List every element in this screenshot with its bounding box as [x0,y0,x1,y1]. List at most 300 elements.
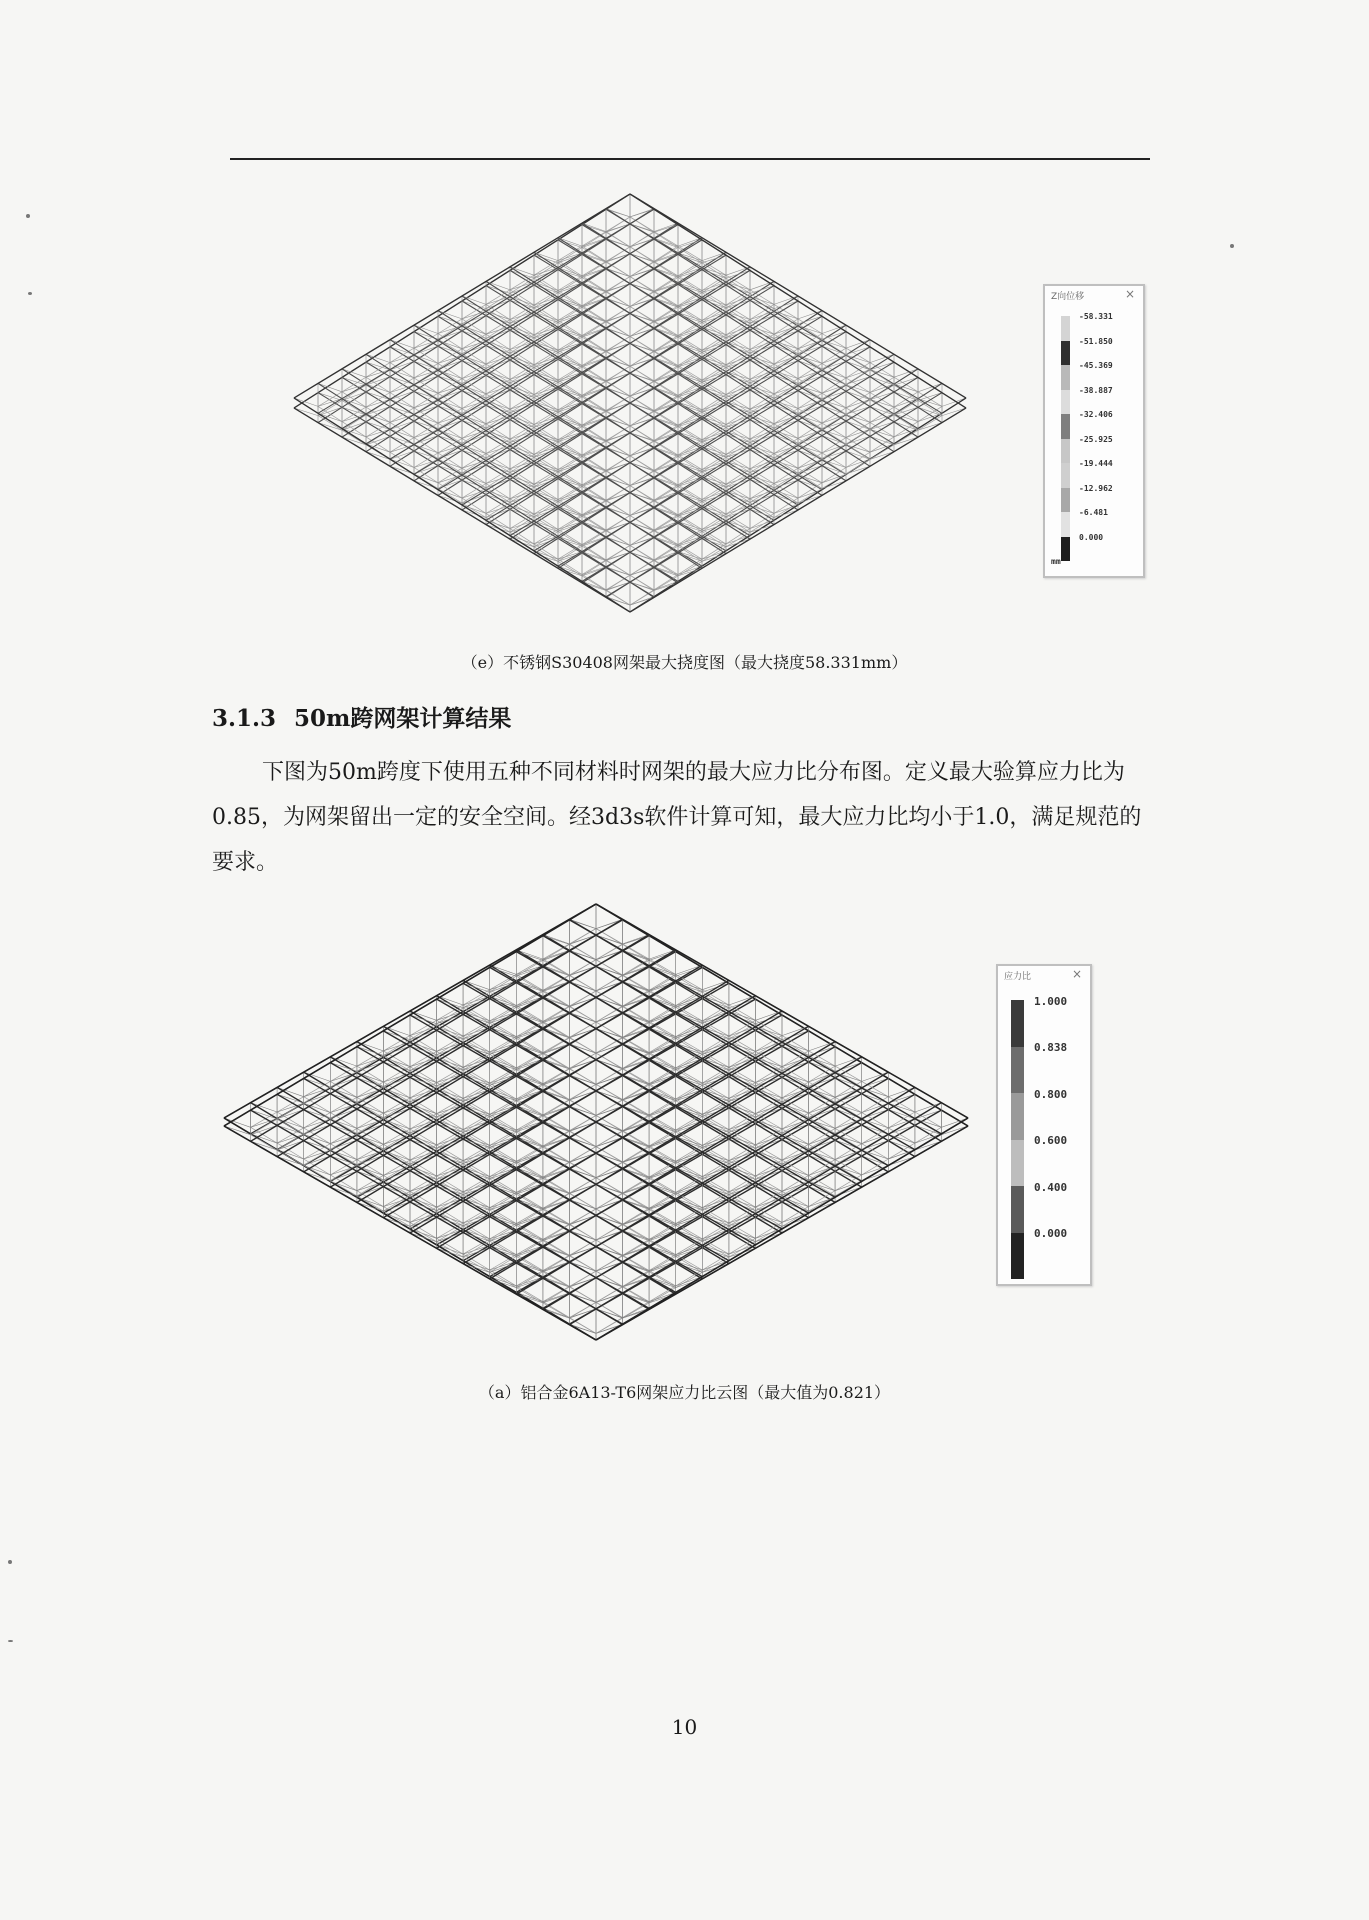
section-heading [212,700,511,733]
web-member [390,407,414,415]
upper-chord-member [390,415,414,430]
lower-chord-member [846,363,870,378]
lower-chord-member [726,517,750,532]
lower-chord-member [486,428,510,443]
lower-chord-member [606,500,630,515]
lower-chord-member [342,400,366,415]
upper-chord-member [870,392,894,407]
web-member [750,375,774,383]
lower-chord-member [390,363,414,378]
upper-chord-member [750,506,774,521]
upper-chord-member [654,568,678,583]
web-member [846,347,870,355]
lower-chord-member [846,422,870,437]
lower-chord-member [606,590,630,605]
lower-chord-member [606,426,630,441]
lower-chord-member [774,503,798,517]
upper-chord-member [654,299,678,314]
lower-chord-member [846,438,870,453]
lower-chord-member [390,422,414,437]
lower-chord-member [606,396,630,411]
lower-chord-member [846,393,870,408]
web-member [750,286,774,294]
lower-chord-member [582,291,606,306]
upper-chord-member [630,224,654,239]
lower-chord-member [726,353,750,368]
upper-chord-member [486,311,510,326]
lower-chord-member [630,336,654,351]
legend-color-segment [1061,439,1070,464]
lower-chord-member [726,532,750,547]
lower-chord-member [702,412,726,427]
upper-chord-member [582,388,606,403]
lower-chord-member [726,383,750,398]
upper-chord-member [486,297,510,312]
lower-chord-member [390,393,414,408]
upper-chord-member [582,344,606,359]
upper-chord-member [654,314,678,329]
lower-chord-member [654,411,678,426]
upper-chord-member [582,404,606,419]
lower-chord-member [606,530,630,545]
lower-chord-member [846,452,870,467]
web-member [942,408,966,416]
upper-chord-member [702,524,726,539]
web-member [870,422,894,430]
lower-chord-member [582,246,606,261]
lower-chord-member [630,217,654,232]
lower-chord-member [870,445,894,460]
lower-chord-member [654,441,678,456]
upper-chord-member [606,477,630,492]
lower-chord-member [774,339,798,354]
upper-chord-member [534,447,558,462]
upper-chord-member [366,362,390,377]
upper-chord-member [846,347,870,362]
lower-chord-member [774,458,798,473]
upper-chord-member [606,238,630,253]
upper-chord-member [510,267,534,282]
upper-chord-member [366,407,390,422]
upper-chord-member [486,490,510,505]
lower-chord-member [774,414,798,429]
legend-label: -12.962 [1079,483,1113,493]
upper-chord-member [894,414,918,429]
upper-chord-member [510,327,534,342]
upper-chord-member [582,314,606,329]
lower-chord-member [486,458,510,473]
lower-chord-member [918,416,942,431]
lower-chord-member [726,487,750,502]
upper-chord-member [894,369,918,384]
upper-chord-member [582,447,606,462]
lower-chord-member [774,428,798,443]
upper-chord-member [390,399,414,414]
lower-chord-member [486,398,510,413]
web-member [510,312,534,320]
upper-chord-member [606,447,630,462]
upper-chord-member [486,506,510,521]
lower-chord-member [822,414,846,429]
web-member [558,240,582,248]
upper-chord-member [630,299,654,314]
lower-chord-member [750,323,774,338]
lower-chord-member [654,366,678,381]
upper-chord-member [846,421,870,436]
lower-chord-member [342,430,366,445]
legend-label: -25.925 [1079,434,1113,444]
legend-title: Z向位移 [1051,292,1085,302]
lower-chord-member [414,423,438,438]
upper-chord-member [366,377,390,392]
upper-chord-member [630,343,654,358]
upper-chord-member [630,522,654,537]
lower-chord-member [702,398,726,413]
upper-chord-member [534,357,558,372]
upper-chord-member [702,375,726,390]
upper-chord-member [654,553,678,568]
lower-chord-member [654,545,678,560]
lower-chord-member [750,518,774,533]
upper-chord-member [606,328,630,343]
legend-color-segment [1061,341,1070,366]
lower-chord-member [894,400,918,415]
upper-chord-member [870,377,894,392]
web-member [750,405,774,413]
figure-caption-e: （e）不锈钢S30408网架最大挠度图（最大挠度58.331mm） [461,653,908,672]
upper-chord-member [582,448,606,463]
upper-chord-member [414,370,438,385]
lower-chord-member [774,354,798,369]
lower-chord-member [822,363,846,378]
web-member [606,284,630,292]
lower-chord-member [846,400,870,415]
upper-chord-member [510,506,534,521]
lower-chord-member [582,306,606,321]
upper-chord-member [654,388,678,403]
lower-chord-member [894,415,918,430]
upper-chord-member [630,209,654,224]
lower-chord-member [630,575,654,590]
lower-chord-member [606,381,630,396]
lower-chord-member [726,368,750,383]
lower-chord-member [630,486,654,501]
upper-chord-member [582,374,606,389]
lower-chord-member [726,427,750,442]
lower-chord-member [630,366,654,381]
upper-chord-member [342,369,366,384]
upper-chord-member [534,327,558,342]
upper-chord-member [390,421,414,436]
upper-chord-member [630,373,654,388]
upper-chord-member [486,461,510,476]
lower-chord-member [606,366,630,381]
lower-chord-member [582,411,606,426]
lower-chord-member [654,246,678,261]
truss-stress-figure [220,900,980,1350]
lower-chord-member [654,560,678,575]
lower-chord-member [750,473,774,488]
upper-chord-member [822,332,846,347]
lower-chord-member [846,384,870,399]
lower-chord-member [606,560,630,575]
legend-label: -38.887 [1079,385,1113,395]
upper-chord-member [654,448,678,463]
web-member [846,407,870,415]
upper-chord-member [390,385,414,400]
lower-chord-member [390,438,414,453]
lower-chord-member [654,291,678,306]
lower-chord-member [702,442,726,457]
upper-chord-member [582,329,606,344]
upper-chord-member [582,463,606,478]
lower-chord-member [702,338,726,353]
web-member [750,525,774,533]
upper-chord-member [606,268,630,283]
web-member [774,301,798,309]
upper-chord-member [510,372,534,387]
web-member [606,433,630,441]
legend-color-segment [1061,463,1070,488]
lower-chord-member [582,395,606,410]
lower-chord-member [654,500,678,515]
lower-chord-member [846,370,870,385]
upper-chord-member [510,416,534,431]
lower-chord-member [486,368,510,383]
lower-chord-member [750,383,774,398]
web-member [678,240,702,248]
upper-chord-member [366,436,390,451]
lower-chord-member [606,277,630,292]
legend-unit: mm [1051,557,1061,566]
upper-chord-member [582,328,606,343]
lower-chord-member [846,348,870,363]
lower-chord-member [582,425,606,440]
lower-chord-member [654,515,678,530]
upper-chord-member [366,429,390,444]
lower-chord-member [702,502,726,517]
lower-chord-member [726,398,750,413]
upper-chord-member [630,433,654,448]
lower-chord-member [750,309,774,324]
lower-chord-member [750,413,774,428]
upper-chord-member [606,567,630,582]
upper-chord-member [870,407,894,422]
web-member [750,345,774,353]
upper-chord-member [750,416,774,431]
lower-chord-member [750,368,774,383]
upper-chord-member [390,361,414,376]
truss-mirror-half [224,904,968,1340]
lower-chord-member [606,545,630,560]
lower-chord-member [774,473,798,488]
upper-chord-member [510,521,534,536]
web-member [390,347,414,355]
upper-chord-member [654,269,678,284]
lower-chord-member [654,425,678,440]
upper-chord-member [750,446,774,461]
lower-chord-member [582,455,606,470]
lower-chord-member [750,428,774,443]
upper-chord-member [486,371,510,386]
upper-chord-member [750,450,774,465]
web-member [366,362,390,370]
lower-chord-member [846,414,870,429]
lower-chord-member [726,457,750,472]
lower-chord-member [702,472,726,487]
lower-chord-member [726,443,750,458]
upper-chord-member [486,476,510,491]
lower-chord-member [582,530,606,545]
truss-deflection-figure [290,190,1030,630]
upper-chord-member [534,521,558,536]
lower-chord-member [390,408,414,423]
lower-chord-member [486,488,510,503]
lower-chord-member [582,500,606,515]
lower-chord-member [630,307,654,322]
lower-chord-member [630,277,654,292]
web-member [870,362,894,370]
upper-chord-member [654,523,678,538]
lower-chord-member [894,430,918,445]
lower-chord-member [702,263,726,278]
lower-chord-member [822,474,846,489]
lower-chord-member [726,413,750,428]
lower-chord-member [870,400,894,415]
web-member [366,399,390,407]
web-member [486,327,510,335]
lower-chord-member [462,503,486,517]
upper-chord-member [582,553,606,568]
upper-chord-member [510,476,534,491]
upper-chord-member [846,391,870,406]
upper-chord-member [318,399,342,414]
upper-chord-member [390,347,414,362]
upper-chord-member [630,568,654,583]
web-member [750,316,774,324]
upper-chord-member [390,445,414,460]
upper-chord-member [510,312,534,327]
lower-chord-member [702,427,726,442]
legend-color-segment [1061,414,1070,439]
upper-chord-member [582,268,606,283]
upper-chord-member [582,298,606,313]
upper-chord-member [630,284,654,299]
upper-chord-member [534,375,558,390]
upper-chord-member [630,448,654,463]
lower-chord-member [726,278,750,293]
upper-chord-member [606,298,630,313]
upper-chord-member [822,340,846,355]
lower-chord-member [630,516,654,531]
legend-color-segment [1061,488,1070,513]
lower-chord-member [606,470,630,485]
lower-chord-member [582,470,606,485]
upper-chord-member [510,446,534,461]
upper-chord-member [630,463,654,478]
upper-chord-member [366,354,390,369]
upper-chord-member [630,329,654,344]
lower-chord-member [606,307,630,322]
upper-chord-member [534,417,558,432]
upper-chord-member [534,315,558,330]
web-member [870,399,894,407]
upper-chord-member [390,407,414,422]
lower-chord-member [750,502,774,517]
upper-chord-member [846,451,870,466]
lower-chord-member [774,368,798,383]
web-member [606,493,630,501]
lower-chord-member [582,560,606,575]
upper-chord-member [846,377,870,392]
upper-chord-member [630,493,654,508]
lower-chord-member [318,416,342,431]
upper-chord-member [654,344,678,359]
web-member [486,476,510,484]
upper-chord-member [654,239,678,254]
lower-chord-member [582,575,606,590]
lower-chord-member [654,351,678,366]
upper-chord-member [534,506,558,521]
upper-chord-member [750,386,774,401]
web-member [366,370,390,378]
close-icon[interactable]: × [1124,287,1135,301]
lower-chord-member [750,353,774,368]
upper-chord-member [414,332,438,347]
legend-label: -19.444 [1079,459,1113,468]
lower-chord-member [654,485,678,500]
upper-chord-member [606,537,630,552]
lower-chord-member [606,456,630,471]
upper-chord-member [582,507,606,522]
upper-chord-member [654,284,678,299]
legend-color-segment [1061,390,1070,415]
lower-chord-member [486,339,510,354]
upper-chord-member [654,463,678,478]
lower-chord-member [750,443,774,458]
lower-chord-member [630,456,654,471]
upper-chord-member [390,436,414,451]
upper-chord-member [630,582,654,597]
upper-chord-member [510,491,534,506]
lower-chord-member [654,455,678,470]
upper-chord-member [654,493,678,508]
upper-chord-member [654,478,678,493]
upper-chord-member [510,386,534,401]
lower-chord-member [702,293,726,308]
lower-chord-member [606,441,630,456]
upper-chord-member [630,478,654,493]
upper-chord-member [582,225,606,240]
upper-chord-member [846,436,870,451]
upper-chord-member [750,286,774,301]
upper-chord-member [870,354,894,369]
lower-chord-member [702,323,726,338]
lower-chord-member [654,261,678,276]
upper-chord-member [534,252,558,267]
upper-chord-member [390,370,414,385]
upper-chord-member [654,434,678,449]
lower-chord-member [606,217,630,232]
lower-chord-member [654,470,678,485]
upper-chord-member [486,446,510,461]
upper-chord-member [534,312,558,327]
lower-chord-member [702,368,726,383]
lower-chord-member [774,324,798,339]
upper-chord-member [414,430,438,445]
upper-chord-member [534,431,558,446]
lower-chord-member [630,396,654,411]
